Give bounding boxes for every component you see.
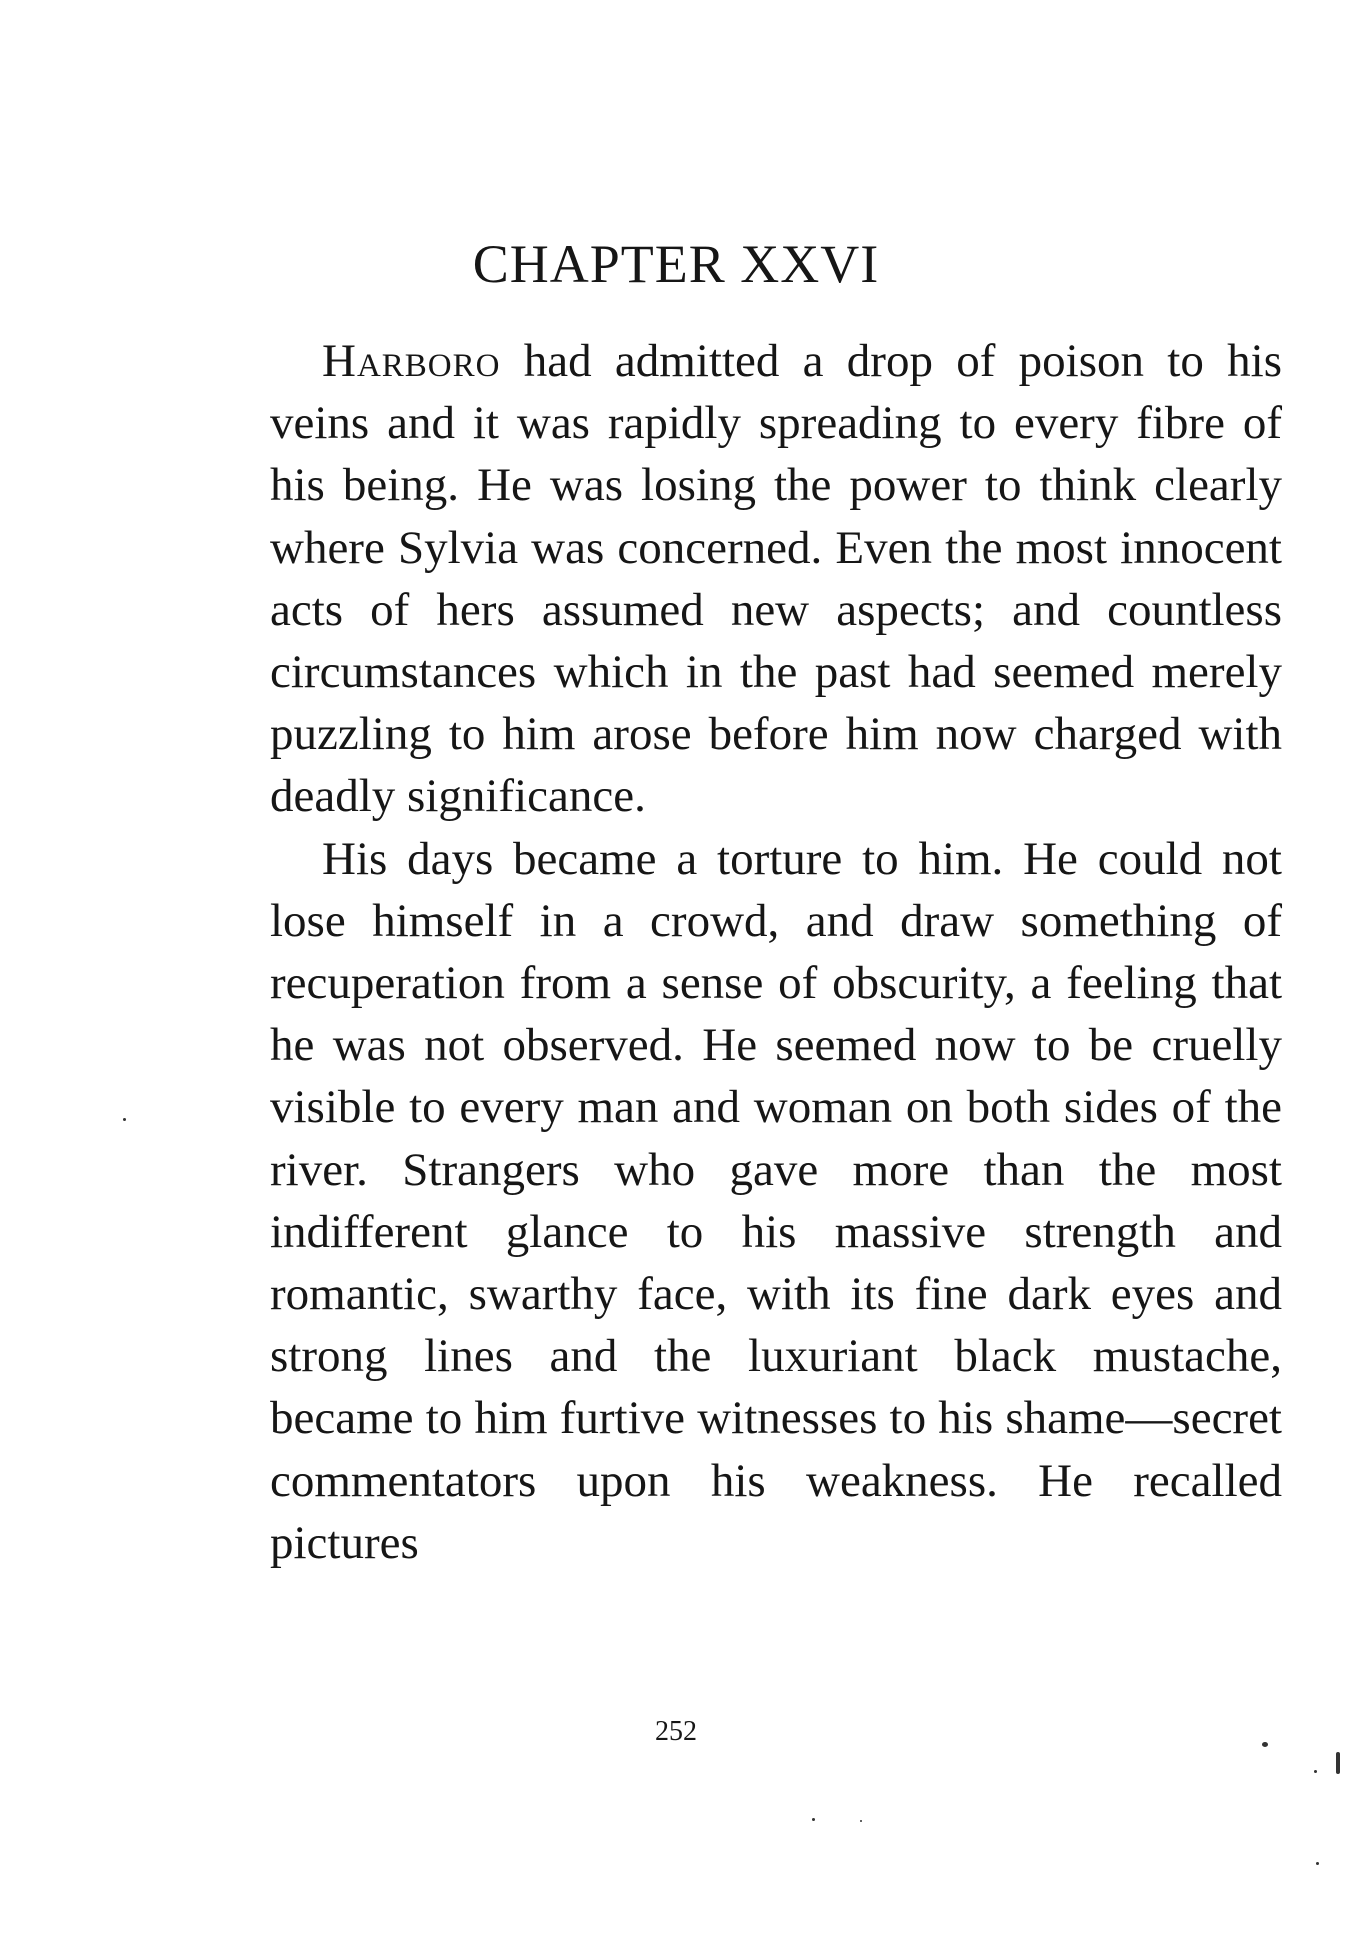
chapter-title: CHAPTER XXVI <box>472 234 880 294</box>
chapter-body <box>270 330 1282 1574</box>
paragraph-lead-word: Harboro <box>322 335 501 387</box>
scan-speck <box>1262 1742 1268 1747</box>
scan-speck <box>812 1818 815 1821</box>
scan-speck <box>123 1118 126 1121</box>
scan-speck <box>1314 1770 1317 1773</box>
paragraph-text: His days became a torture to him. He could not lose himself in a crowd, and draw something of recuperation from a sense of obscurity, a feeling that he was not observed. He seemed now to be cruelly visible to every man and woman on both sides of the river. Strangers who gave more than the most indifferent glance to his massive strength and romantic, swarthy face, with its fine dark eyes and strong lines and the luxuriant black mustache, became to him furtive witnesses to his shame—secret commentators upon his weakness. He recalled pictures <box>270 832 1282 1569</box>
paragraph-text: had admitted a drop of poison to his veins and it was rapidly spreading to every fibre of his being. He was losing the power to think clearly where Sylvia was concerned. Even the most innocent acts of hers assumed new aspects; and countless circumstances which in the past had seemed merely puzzling to him arose before him now charged with deadly significance. <box>270 335 1282 823</box>
scan-speck <box>860 1820 862 1822</box>
page-number: 252 <box>655 1716 697 1747</box>
scan-speck <box>1336 1752 1340 1774</box>
paragraph-2 <box>270 828 1282 1574</box>
scan-speck <box>1316 1862 1319 1865</box>
paragraph-1 <box>270 330 1282 828</box>
